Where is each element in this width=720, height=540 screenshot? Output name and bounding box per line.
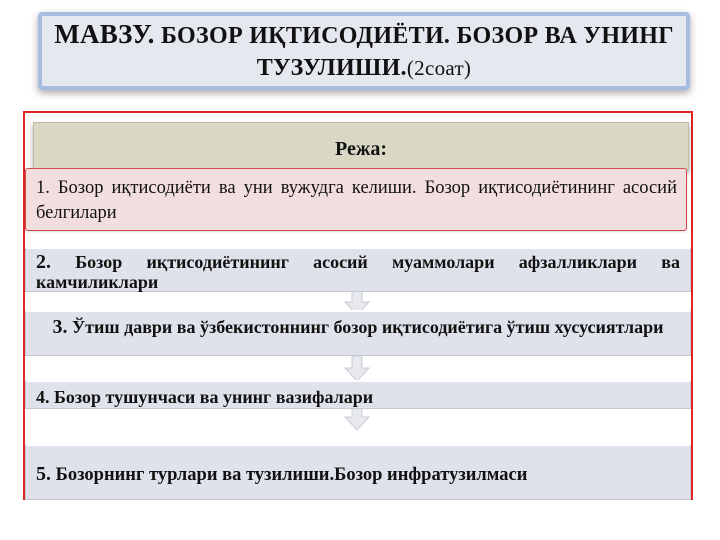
- title-line1: БОЗОР ИҚТИСОДИЁТИ. БОЗОР ВА УНИНГ: [154, 23, 674, 49]
- plan-item-number: 2.: [36, 251, 51, 273]
- plan-item-2: [25, 247, 691, 292]
- title-line2: ТУЗУЛИШИ.: [256, 55, 407, 81]
- slide-title-box: [38, 12, 690, 90]
- slide-title: [54, 18, 674, 84]
- plan-item-text: Ўтиш даври ва ўзбекистоннинг бозор иқтисодиётига ўтиш хусусиятлари: [67, 317, 664, 337]
- title-hours: (2соат): [406, 56, 472, 80]
- plan-item-number: 4.: [36, 387, 50, 407]
- plan-item-number: 1.: [36, 178, 50, 198]
- plan-item-text: Бозор иқтисодиёти ва уни вужудга келиши. Бозор иқтисодиётининг асосий белгилари: [36, 178, 677, 223]
- plan-item-3: [25, 310, 691, 356]
- plan-item-5: [25, 444, 691, 500]
- plan-item-4: [25, 380, 691, 409]
- plan-label: Режа:: [335, 138, 387, 160]
- down-arrow-icon: [344, 356, 370, 382]
- plan-item-text: Бозор тушунчаси ва унинг вазифалари: [49, 387, 374, 407]
- plan-item-text: Бозорнинг турлари ва тузилиши.Бозор инфратузилмаси: [51, 465, 528, 485]
- plan-item-1: [25, 168, 687, 231]
- plan-item-number: 5.: [36, 463, 51, 485]
- plan-item-number: 3.: [52, 316, 68, 338]
- title-lead: МАВЗУ.: [54, 19, 155, 49]
- plan-item-text: Бозор иқтисодиётининг асосий муаммолари афзалликлари ва камчиликлари: [36, 252, 680, 292]
- plan-header-band: [33, 122, 689, 170]
